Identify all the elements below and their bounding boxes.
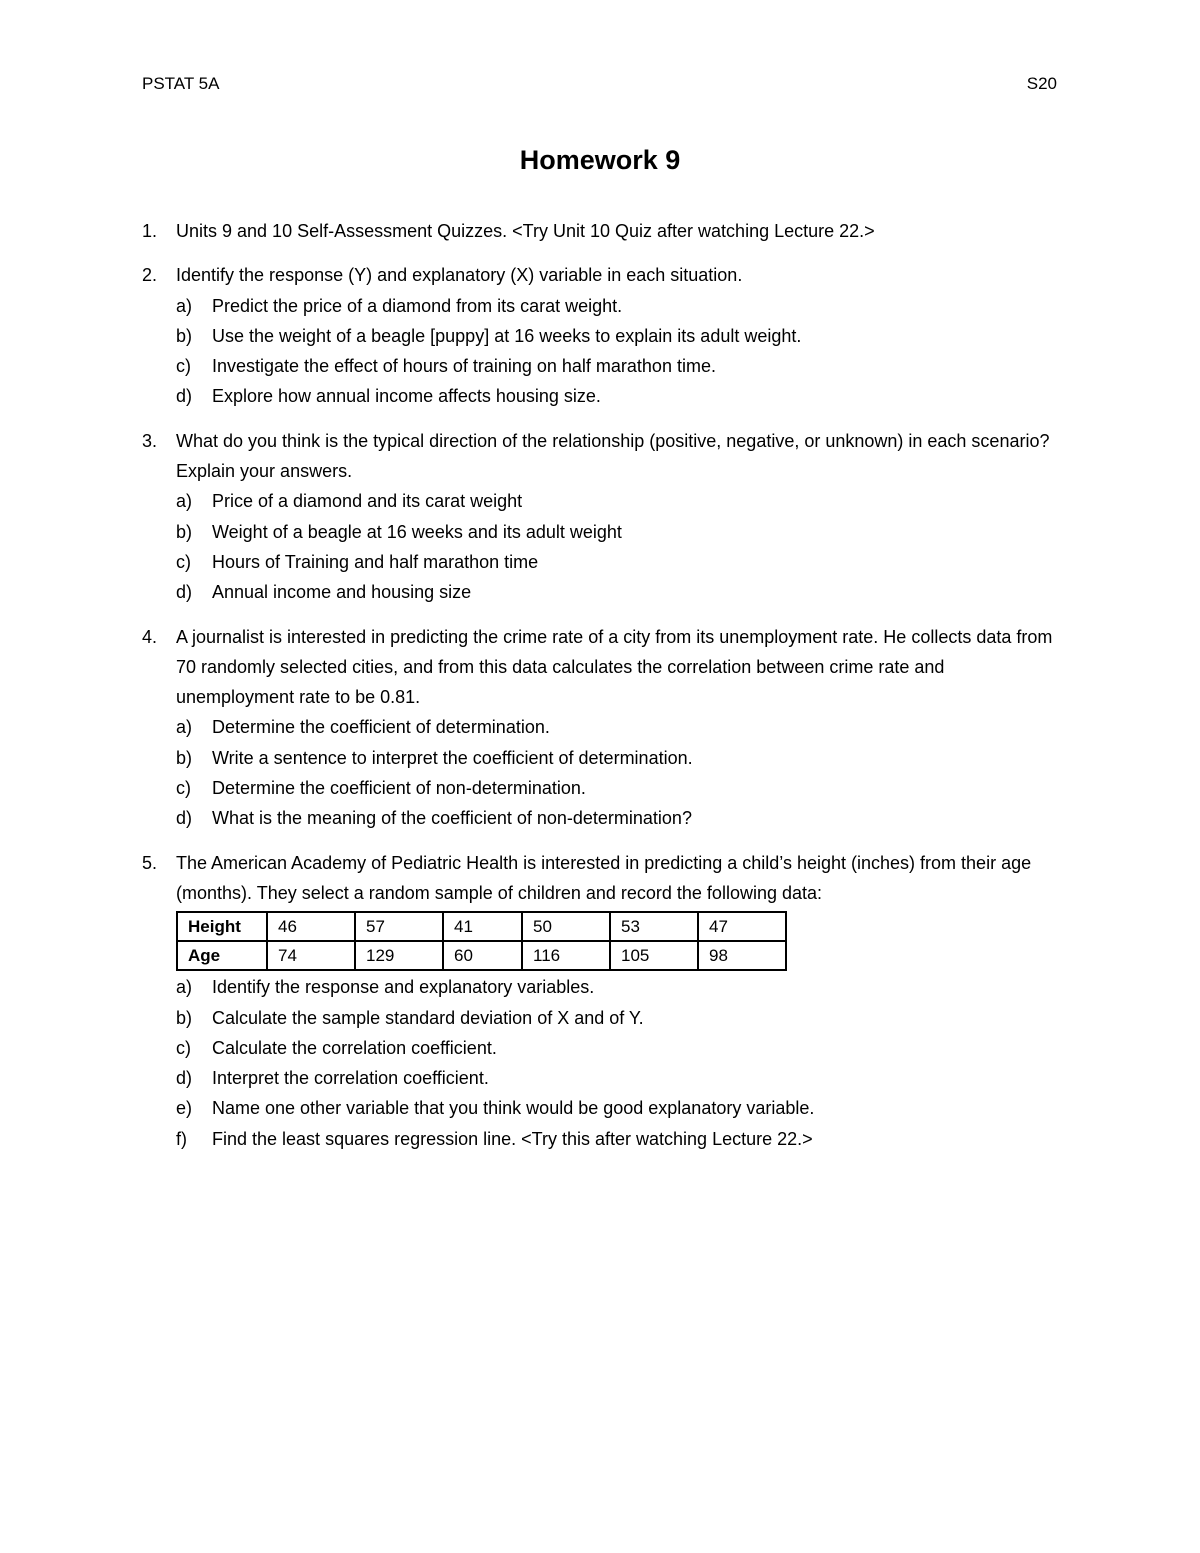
question-part (176, 1003, 1062, 1033)
part-text: Determine the coefficient of non-determination. (212, 778, 586, 799)
question-number: 4. (142, 626, 158, 647)
part-letter: b) (176, 521, 193, 542)
question-part (176, 712, 1062, 742)
page-title: Homework 9 (519, 145, 681, 175)
part-text: Find the least squares regression line. <Try this after watching Lecture 22.> (212, 1128, 813, 1149)
table-cell: 41 (443, 912, 522, 941)
question-part (176, 351, 1062, 381)
question-text: Identify the response (Y) and explanatory (X) variable in each situation. (176, 265, 743, 286)
part-text: Calculate the sample standard deviation of X and of Y. (212, 1007, 644, 1028)
question-part (176, 1093, 1062, 1123)
table-cell: 57 (355, 912, 443, 941)
part-letter: b) (176, 747, 193, 768)
question-part (176, 547, 1062, 577)
table-cell: 98 (698, 941, 786, 970)
table-row (177, 912, 786, 941)
part-letter: c) (176, 778, 191, 799)
row-header: Age (177, 941, 267, 970)
question-part (176, 291, 1062, 321)
part-text: What is the meaning of the coefficient of non-determination? (212, 808, 692, 829)
part-text: Price of a diamond and its carat weight (212, 491, 523, 512)
part-letter: c) (176, 551, 191, 572)
question-part (176, 1063, 1062, 1093)
part-text: Write a sentence to interpret the coefficient of determination. (212, 747, 693, 768)
part-text: Weight of a beagle at 16 weeks and its adult weight (212, 521, 622, 542)
question-part (176, 381, 1062, 411)
part-text: Identify the response and explanatory variables. (212, 977, 595, 998)
table-cell: 60 (443, 941, 522, 970)
question-part (176, 517, 1062, 547)
part-letter: c) (176, 1037, 191, 1058)
table-cell: 50 (522, 912, 610, 941)
part-text: Investigate the effect of hours of training on half marathon time. (212, 356, 716, 377)
question-part (176, 321, 1062, 351)
question-text: The American Academy of Pediatric Health is interested in predicting a child’s height (inches) from their age (months). They select a random sample of children and record the following data: (176, 852, 1032, 903)
part-text: Explore how annual income affects housing size. (212, 386, 601, 407)
part-text: Predict the price of a diamond from its carat weight. (212, 295, 623, 316)
question-4 (142, 622, 1062, 834)
question-3 (142, 426, 1062, 608)
part-letter: a) (176, 295, 193, 316)
part-letter: a) (176, 717, 193, 738)
part-letter: c) (176, 356, 191, 377)
question-part (176, 577, 1062, 607)
question-part (176, 743, 1062, 773)
question-part (176, 1033, 1062, 1063)
question-part (176, 486, 1062, 516)
question-text: Units 9 and 10 Self-Assessment Quizzes. <Try Unit 10 Quiz after watching Lecture 22.> (176, 221, 875, 241)
row-header: Height (177, 912, 267, 941)
part-text: Use the weight of a beagle [puppy] at 16 weeks to explain its adult weight. (212, 325, 802, 346)
part-text: Interpret the correlation coefficient. (212, 1068, 489, 1089)
question-text: What do you think is the typical direction of the relationship (positive, negative, or unknown) in each scenario? Explain your answers. (176, 430, 1050, 482)
part-text: Determine the coefficient of determination. (212, 717, 550, 738)
part-letter: b) (176, 325, 193, 346)
part-text: Annual income and housing size (212, 582, 472, 603)
question-1 (142, 216, 1062, 246)
part-text: Name one other variable that you think would be good explanatory variable. (212, 1098, 815, 1119)
table-row (177, 941, 786, 970)
table-cell: 47 (698, 912, 786, 941)
table-cell: 53 (610, 912, 698, 941)
table-cell: 105 (610, 941, 698, 970)
part-text: Calculate the correlation coefficient. (212, 1037, 497, 1058)
question-number: 3. (142, 430, 158, 451)
table-cell: 46 (267, 912, 355, 941)
question-part (176, 803, 1062, 833)
part-letter: e) (176, 1098, 193, 1119)
part-letter: d) (176, 1068, 193, 1089)
data-table (176, 911, 787, 971)
part-letter: b) (176, 1007, 193, 1028)
question-text: A journalist is interested in predicting the crime rate of a city from its unemployment rate. He collects data from 70 randomly selected cities, and from this data calculates the correlation between crime rate and unemployment rate to be 0.81. (176, 626, 1053, 708)
part-letter: d) (176, 582, 193, 603)
part-text: Hours of Training and half marathon time (212, 551, 539, 572)
part-letter: f) (176, 1128, 187, 1149)
table-cell: 74 (267, 941, 355, 970)
table-cell: 116 (522, 941, 610, 970)
part-letter: d) (176, 808, 193, 829)
part-letter: a) (176, 491, 193, 512)
part-letter: d) (176, 386, 193, 407)
course-code: PSTAT 5A (142, 74, 220, 93)
question-number: 1. (142, 221, 158, 241)
question-number: 5. (142, 852, 158, 873)
term-code: S20 (1026, 74, 1057, 93)
question-part (176, 773, 1062, 803)
question-part (176, 972, 1062, 1002)
question-number: 2. (142, 265, 158, 286)
question-2 (142, 260, 1062, 411)
question-list (142, 216, 1062, 1168)
question-5 (142, 848, 1062, 1154)
table-cell: 129 (355, 941, 443, 970)
part-letter: a) (176, 977, 193, 998)
question-part (176, 1124, 1062, 1154)
